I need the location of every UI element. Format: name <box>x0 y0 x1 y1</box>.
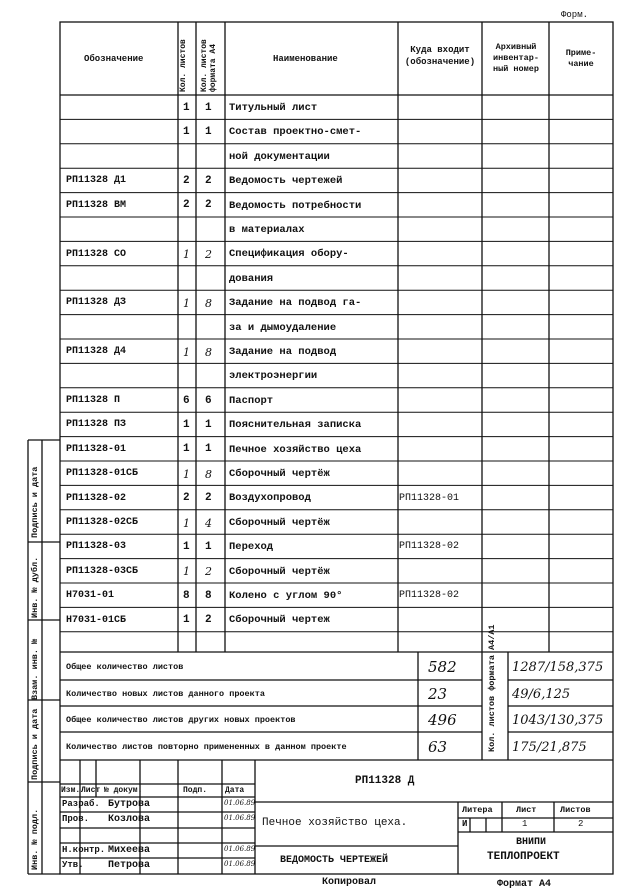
row-sheet-count-a4: 1 <box>205 101 212 114</box>
stamp-person: Бутрова <box>108 799 151 810</box>
strip-signature-date-2: Подпись и дата <box>30 708 40 780</box>
row-designation: Н7031-01 <box>66 590 115 602</box>
row-designation: РП11328 П <box>66 395 121 406</box>
row-sheet-count: 8 <box>183 589 190 602</box>
row-sheet-count-a4: 1 <box>205 443 212 456</box>
stamp-date: 01.06.89 <box>224 860 256 868</box>
row-designation: Н7031-01СБ <box>66 614 127 626</box>
total-a4-value: 175/21,875 <box>512 739 587 755</box>
header-sheet-count: Кол. листов <box>179 39 188 92</box>
row-designation: РП11328 Д4 <box>66 346 127 358</box>
header-sheet-count-a4: Кол. листов формата А4 <box>200 39 218 92</box>
format-bottom-label: Формат А4 <box>497 879 552 890</box>
row-sheet-count-a4: 6 <box>205 394 212 407</box>
stamp-sheet-value: 1 <box>522 819 528 829</box>
row-name: Титульный лист <box>229 101 318 114</box>
total-value: 63 <box>428 737 448 756</box>
stamp-date: 01.06.89 <box>224 845 256 853</box>
total-value: 496 <box>428 710 457 729</box>
row-name: Сборочный чертеж <box>229 614 330 627</box>
strip-orig-inv: Инв. № подл. <box>30 808 40 870</box>
stamp-sheets: Листов <box>560 805 591 815</box>
row-where-used: РП11328-02 <box>399 590 460 602</box>
format-top-label: Форм. <box>561 10 589 20</box>
row-name: Сборочный чертёж <box>229 516 330 529</box>
stamp-role: Пров. <box>62 814 90 824</box>
row-sheet-count-a4: 1 <box>205 126 212 139</box>
row-sheet-count: 2 <box>183 174 190 187</box>
stamp-title: Печное хозяйство цеха. <box>262 817 408 829</box>
stamp-role: Утв. <box>62 860 84 870</box>
stamp-col-date: Дата <box>225 786 245 795</box>
header-designation: Обозначение <box>84 54 144 64</box>
total-label: Общее количество листов <box>66 661 184 672</box>
total-value: 23 <box>428 684 448 703</box>
stamp-org-1: ВНИПИ <box>516 837 547 848</box>
row-sheet-count: 1 <box>183 345 190 359</box>
row-name: Паспорт <box>229 394 274 407</box>
stamp-person: Петрова <box>108 860 151 871</box>
row-name: Воздухопровод <box>229 492 311 505</box>
stamp-sheet: Лист <box>516 805 537 815</box>
row-sheet-count: 1 <box>183 101 190 114</box>
stamp-litera: Литера <box>462 805 493 815</box>
stamp-col-doc: № докум. <box>104 786 143 795</box>
row-sheet-count-a4: 2 <box>205 248 212 262</box>
stamp-sheets-value: 2 <box>578 819 584 829</box>
total-label: Количество листов повторно примененных в данном проекте <box>66 741 347 752</box>
total-a4-value: 1043/130,375 <box>512 712 604 728</box>
row-where-used: РП11328-01 <box>399 492 460 504</box>
row-name: Пояснительная записка <box>229 419 362 432</box>
row-sheet-count-a4: 1 <box>205 540 212 553</box>
copied-label: Копировал <box>322 877 377 888</box>
row-sheet-count: 1 <box>183 614 190 627</box>
stamp-col-sign: Подп. <box>183 786 208 795</box>
row-name: электроэнергии <box>229 370 318 383</box>
stamp-org-2: ТЕПЛОПРОЕКТ <box>487 851 560 863</box>
header-note: Приме- чание <box>565 48 597 69</box>
total-label: Количество новых листов данного проекта <box>66 688 265 699</box>
row-sheet-count: 2 <box>183 492 190 505</box>
row-designation: РП11328-03 <box>66 541 127 553</box>
row-sheet-count-a4: 1 <box>205 418 212 431</box>
row-sheet-count: 1 <box>183 248 190 262</box>
row-name: Переход <box>229 541 274 554</box>
row-sheet-count-a4: 8 <box>205 345 212 359</box>
row-designation: РП11328-01 <box>66 443 127 455</box>
strip-replace-inv: Взам. инв. № <box>30 638 40 700</box>
row-name: ной документации <box>229 150 330 163</box>
header-where-used: Куда входит (обозначение) <box>404 45 476 67</box>
row-name: в материалах <box>229 223 305 236</box>
row-name: Сборочный чертёж <box>229 467 330 480</box>
total-label: Общее количество листов других новых проектов <box>66 714 296 725</box>
row-sheet-count: 1 <box>183 516 190 530</box>
row-sheet-count-a4: 4 <box>205 516 212 530</box>
row-sheet-count: 1 <box>183 418 190 431</box>
row-sheet-count-a4: 2 <box>205 565 212 579</box>
row-name: Состав проектно-смет- <box>229 126 362 139</box>
row-designation: РП11328 СО <box>66 248 127 260</box>
row-name: Ведомость чертежей <box>229 175 343 188</box>
row-sheet-count: 1 <box>183 467 190 481</box>
row-name: дования <box>229 272 274 285</box>
stamp-litera-value: И <box>462 819 468 829</box>
stamp-code: РП11328 Д <box>355 775 415 787</box>
row-name: Задание на подвод <box>229 345 337 358</box>
row-sheet-count-a4: 2 <box>205 199 212 212</box>
row-sheet-count-a4: 2 <box>205 174 212 187</box>
strip-signature-date-1: Подпись и дата <box>30 466 40 538</box>
row-designation: РП11328-03СБ <box>66 565 139 577</box>
row-sheet-count: 1 <box>183 443 190 456</box>
row-name: Задание на подвод га- <box>229 297 362 310</box>
stamp-role: Разраб. <box>62 799 100 809</box>
row-sheet-count-a4: 2 <box>205 614 212 627</box>
row-designation: РП11328-02 <box>66 492 127 504</box>
row-sheet-count: 1 <box>183 126 190 139</box>
stamp-date: 01.06.89 <box>224 814 256 822</box>
row-designation: РП11328 ВМ <box>66 199 127 211</box>
stamp-col-list: Лист <box>81 786 101 795</box>
row-name: Колено с углом 90° <box>229 589 343 602</box>
row-sheet-count-a4: 8 <box>205 296 212 310</box>
strip-dup-inv: Инв. № дубл. <box>30 556 40 618</box>
row-designation: РП11328 Д1 <box>66 175 127 187</box>
row-sheet-count: 6 <box>183 394 190 407</box>
row-name: за и дымоудаление <box>229 321 337 334</box>
row-name: Ведомость потребности <box>229 199 362 212</box>
stamp-person: Михеева <box>108 845 151 856</box>
stamp-person: Козлова <box>108 814 151 825</box>
row-designation: РП11328 ДЗ <box>66 297 127 309</box>
row-sheet-count: 1 <box>183 540 190 553</box>
row-name: Сборочный чертёж <box>229 565 330 578</box>
total-value: 582 <box>428 657 457 676</box>
row-sheet-count: 1 <box>183 296 190 310</box>
row-sheet-count-a4: 2 <box>205 492 212 505</box>
totals-vertical-label: Кол. листов формата А4/А1 <box>487 624 497 752</box>
row-name: Печное хозяйство цеха <box>229 443 362 456</box>
row-sheet-count: 1 <box>183 565 190 579</box>
row-where-used: РП11328-02 <box>399 541 460 553</box>
header-name: Наименование <box>273 54 338 64</box>
row-designation: РП11328 ПЗ <box>66 419 127 431</box>
total-a4-value: 49/6,125 <box>512 686 571 702</box>
row-sheet-count-a4: 8 <box>205 589 212 602</box>
row-name: Спецификация обору- <box>229 248 349 261</box>
row-designation: РП11328-02СБ <box>66 517 139 528</box>
header-archive: Архивный инвентар- ный номер <box>493 42 539 74</box>
total-a4-value: 1287/158,375 <box>512 659 604 675</box>
row-sheet-count: 2 <box>183 199 190 212</box>
row-sheet-count-a4: 8 <box>205 467 212 481</box>
row-designation: РП11328-01СБ <box>66 468 139 480</box>
stamp-role: Н.контр. <box>62 845 106 855</box>
stamp-col-izm: Изм. <box>61 786 81 795</box>
stamp-date: 01.06.89 <box>224 799 256 807</box>
stamp-subtitle: ВЕДОМОСТЬ ЧЕРТЕЖЕЙ <box>280 855 389 866</box>
